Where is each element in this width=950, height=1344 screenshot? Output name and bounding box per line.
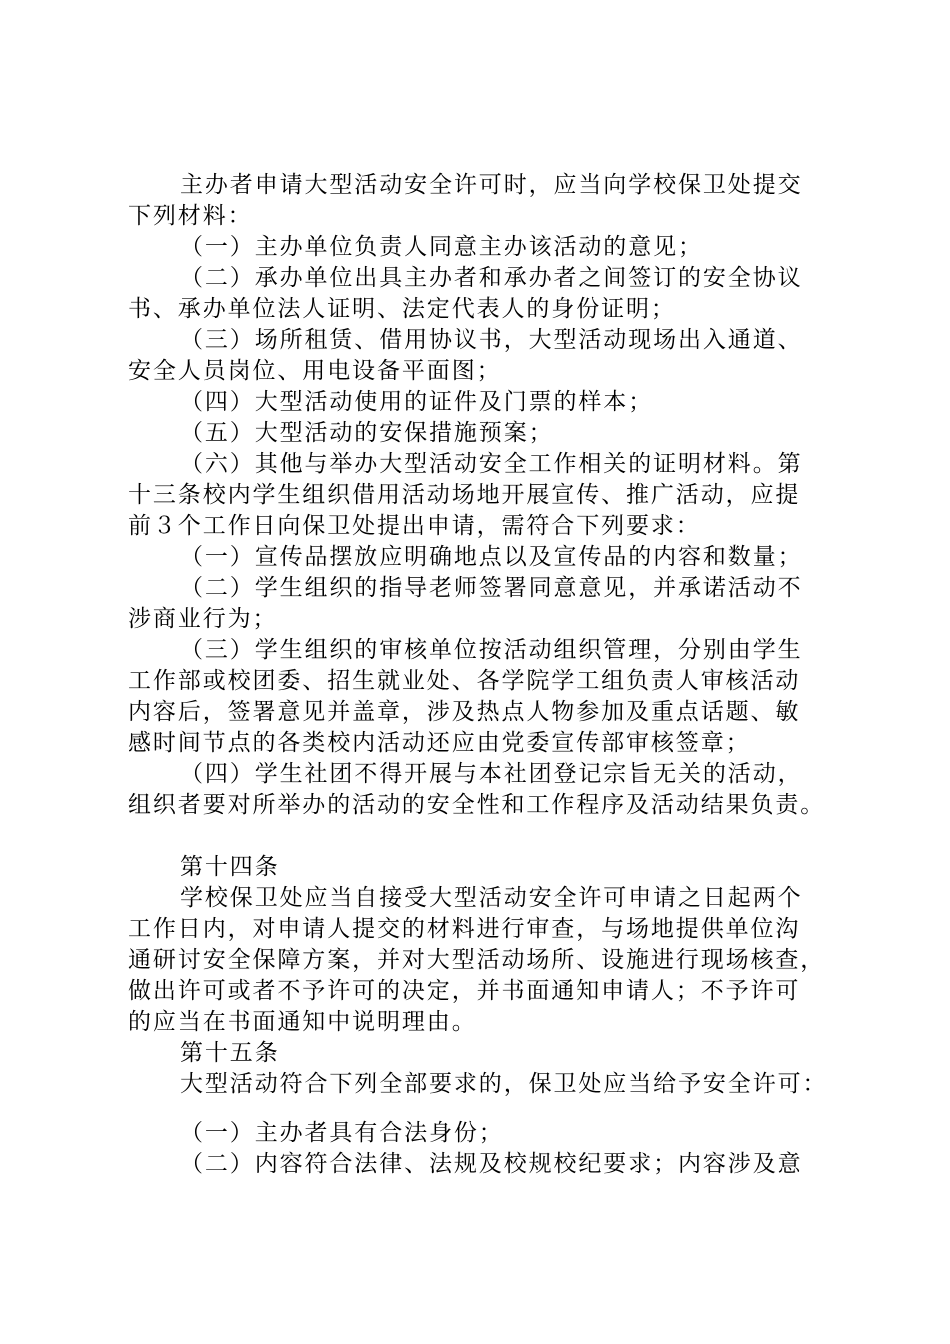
list-item: （四）学生社团不得开展与本社团登记宗旨无关的活动， — [180, 761, 803, 787]
paragraph-line: 学校保卫处应当自接受大型活动安全许可申请之日起两个 — [180, 885, 803, 911]
article-heading: 第十五条 — [180, 1040, 280, 1066]
list-item: （三）场所租赁、借用协议书，大型活动现场出入通道、 — [180, 327, 803, 353]
paragraph-line: 通研讨安全保障方案，并对大型活动场所、设施进行现场核查， — [128, 947, 826, 973]
list-item: （一）宣传品摆放应明确地点以及宣传品的内容和数量； — [180, 544, 803, 570]
paragraph-line: 十三条校内学生组织借用活动场地开展宣传、推广活动，应提 — [128, 482, 801, 508]
paragraph-line: 书、承办单位法人证明、法定代表人的身份证明； — [128, 296, 676, 322]
spacer — [128, 1100, 848, 1118]
paragraph-line: 内容后，签署意见并盖章，涉及热点人物参加及重点话题、敏 — [128, 699, 801, 725]
spacer — [128, 821, 848, 852]
paragraph-line: 感时间节点的各类校内活动还应由党委宣传部审核签章； — [128, 730, 751, 756]
paragraph-line: 的应当在书面通知中说明理由。 — [128, 1009, 477, 1035]
list-item: （三）学生组织的审核单位按活动组织管理，分别由学生 — [180, 637, 803, 663]
paragraph-line: 工作部或校团委、招生就业处、各学院学工组负责人审核活动 — [128, 668, 801, 694]
paragraph-line: 主办者申请大型活动安全许可时，应当向学校保卫处提交 — [180, 172, 803, 198]
paragraph-line: 下列材料： — [128, 203, 253, 229]
list-item: （二）承办单位出具主办者和承办者之间签订的安全协议 — [180, 265, 803, 291]
paragraph-line: 工作日内，对申请人提交的材料进行审查，与场地提供单位沟 — [128, 916, 801, 942]
paragraph-line: 组织者要对所举办的活动的安全性和工作程序及活动结果负责。 — [128, 792, 826, 818]
paragraph-line: 做出许可或者不予许可的决定，并书面通知申请人；不予许可 — [128, 978, 801, 1004]
paragraph-line: 大型活动符合下列全部要求的，保卫处应当给予安全许可： — [180, 1071, 828, 1097]
document-body — [128, 170, 848, 1180]
paragraph-line: 涉商业行为； — [128, 606, 278, 632]
list-item: （一）主办者具有合法身份； — [180, 1120, 504, 1146]
list-item: （二）内容符合法律、法规及校规校纪要求；内容涉及意 — [180, 1151, 803, 1177]
paragraph-line: 安全人员岗位、用电设备平面图； — [128, 358, 502, 384]
list-item: （五）大型活动的安保措施预案； — [180, 420, 554, 446]
list-item: （四）大型活动使用的证件及门票的样本； — [180, 389, 654, 415]
list-item: （二）学生组织的指导老师签署同意意见，并承诺活动不 — [180, 575, 803, 601]
paragraph-line: 前３个工作日向保卫处提出申请，需符合下列要求： — [128, 513, 701, 539]
list-item: （六）其他与举办大型活动安全工作相关的证明材料。第 — [180, 451, 803, 477]
list-item: （一）主办单位负责人同意主办该活动的意见； — [180, 234, 703, 260]
article-heading: 第十四条 — [180, 854, 280, 880]
